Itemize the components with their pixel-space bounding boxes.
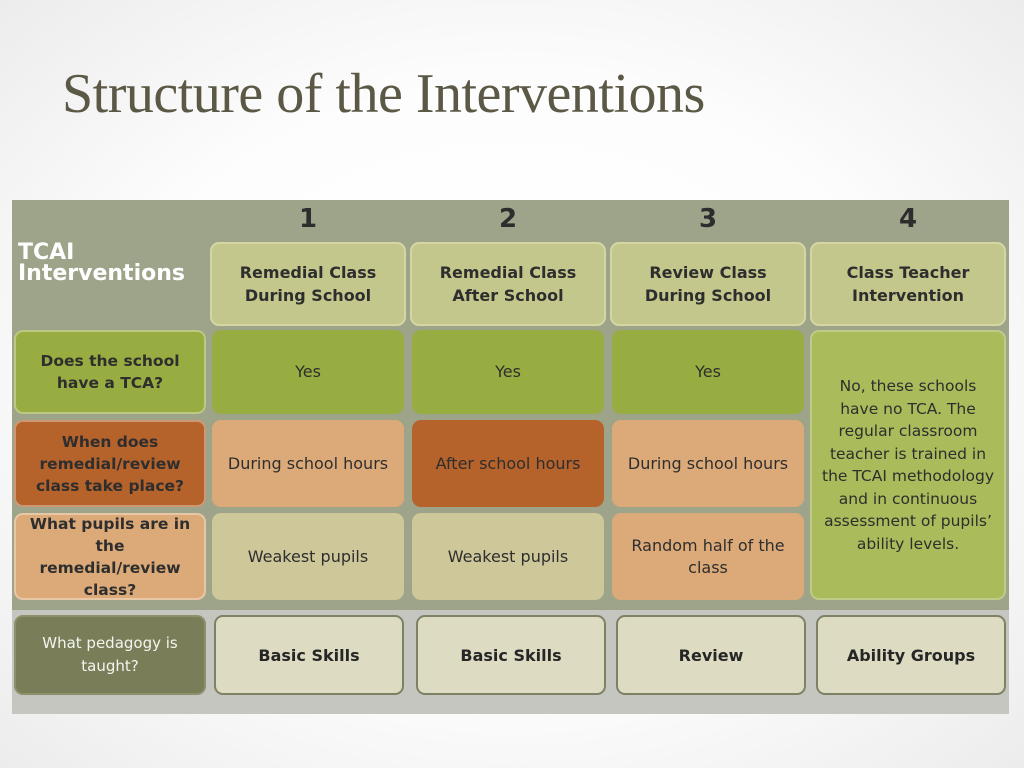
pedagogy-value-3: Review: [616, 615, 806, 695]
column-number-1: 1: [298, 204, 318, 234]
cell-pupils-3: Random half of the class: [612, 513, 804, 600]
column-header-line1: Remedial Class: [439, 263, 577, 282]
cell-column4-merged: No, these schools have no TCA. The regular classroom teacher is trained in the TCAI methodology and in continuous assessment of pupils’ ability levels.: [810, 330, 1006, 600]
column-header-line2: During School: [244, 286, 372, 305]
column-header-line2: Intervention: [852, 286, 964, 305]
column-header-line1: Review Class: [649, 263, 767, 282]
corner-title-line2: Interventions: [18, 261, 185, 286]
row-label-pedagogy: What pedagogy is taught?: [14, 615, 206, 695]
cell-pupils-2: Weakest pupils: [412, 513, 604, 600]
cell-timing-3: During school hours: [612, 420, 804, 507]
pedagogy-value-1: Basic Skills: [214, 615, 404, 695]
pedagogy-value-2: Basic Skills: [416, 615, 606, 695]
column-number-3: 3: [698, 204, 718, 234]
corner-title: [18, 242, 214, 284]
column-number-4: 4: [898, 204, 918, 234]
cell-tca-2: Yes: [412, 330, 604, 414]
row-label-tca: Does the school have a TCA?: [14, 330, 206, 414]
row-label-pupils: What pupils are in the remedial/review class?: [14, 513, 206, 600]
cell-timing-2: After school hours: [412, 420, 604, 507]
column-header-line2: During School: [644, 286, 772, 305]
column-header-line1: Class Teacher: [846, 263, 970, 282]
pedagogy-value-4: Ability Groups: [816, 615, 1006, 695]
column-header-2: [410, 242, 606, 326]
column-header-line2: After School: [452, 286, 564, 305]
cell-tca-1: Yes: [212, 330, 404, 414]
column-header-1: [210, 242, 406, 326]
cell-pupils-1: Weakest pupils: [212, 513, 404, 600]
cell-tca-3: Yes: [612, 330, 804, 414]
column-number-2: 2: [498, 204, 518, 234]
column-header-3: [610, 242, 806, 326]
row-label-timing: When does remedial/review class take place?: [14, 420, 206, 507]
interventions-table: [12, 200, 1009, 714]
column-header-4: [810, 242, 1006, 326]
column-header-line1: Remedial Class: [239, 263, 377, 282]
slide-title: Structure of the Interventions: [62, 63, 705, 125]
cell-timing-1: During school hours: [212, 420, 404, 507]
corner-title-line1: TCAI: [18, 240, 75, 265]
